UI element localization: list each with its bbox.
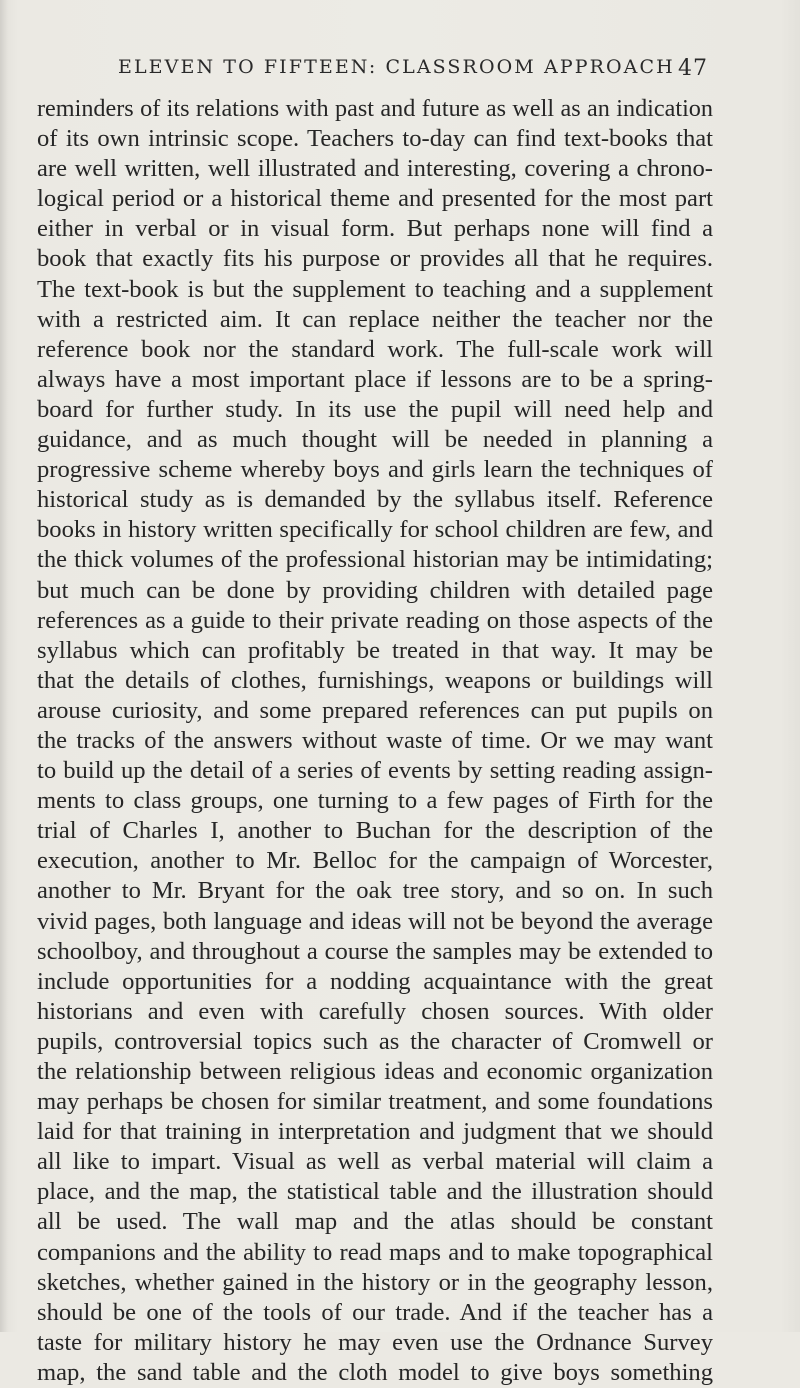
- text-line: the relationship between religious ideas and economic organization: [37, 1058, 713, 1085]
- text-line: map, the sand table and the cloth model to give boys something: [37, 1358, 713, 1386]
- text-line: but much can be done by providing children with detailed page: [37, 576, 713, 604]
- text-line: books in history written specifically for school children are few, and: [37, 516, 713, 544]
- text-line: of its own intrinsic scope. Teachers to-day can find text-books that: [37, 125, 713, 153]
- text-line: with a restricted aim. It can replace neither the teacher nor the: [37, 305, 713, 333]
- text-line: should be one of the tools of our trade. And if the teacher has a: [37, 1298, 713, 1326]
- text-line: syllabus which can profitably be treated in that way. It may be: [37, 636, 713, 664]
- text-line: historians and even with carefully chosen sources. With older: [37, 997, 713, 1025]
- text-line: are well written, well illustrated and interesting, covering a chrono-: [37, 155, 713, 183]
- text-line: historical study as is demanded by the syllabus itself. Reference: [37, 486, 713, 514]
- text-line: the thick volumes of the professional historian may be intimidating;: [37, 546, 713, 574]
- running-head: [118, 56, 708, 86]
- text-line: arouse curiosity, and some prepared references can put pupils on: [37, 696, 713, 724]
- text-line: guidance, and as much thought will be needed in planning a: [37, 426, 713, 454]
- text-line: logical period or a historical theme and presented for the most part: [37, 185, 713, 213]
- text-line: companions and the ability to read maps and to make topographical: [37, 1238, 713, 1266]
- text-line: all like to impart. Visual as well as verbal material will claim a: [37, 1148, 713, 1176]
- text-line: another to Mr. Bryant for the oak tree story, and so on. In such: [37, 877, 713, 905]
- text-line: always have a most important place if lessons are to be a spring-: [37, 365, 713, 393]
- text-line: sketches, whether gained in the history or in the geography lesson,: [37, 1268, 713, 1296]
- text-line: to build up the detail of a series of events by setting reading assign-: [37, 757, 713, 785]
- text-line: board for further study. In its use the pupil will need help and: [37, 395, 713, 423]
- text-line: progressive scheme whereby boys and girls learn the techniques of: [37, 456, 713, 484]
- page-number: 47: [678, 56, 708, 81]
- text-line: references as a guide to their private reading on those aspects of the: [37, 606, 713, 634]
- text-line: book that exactly fits his purpose or provides all that he requires.: [37, 245, 713, 273]
- text-line: ments to class groups, one turning to a few pages of Firth for the: [37, 787, 713, 815]
- text-line: vivid pages, both language and ideas will not be beyond the average: [37, 907, 713, 935]
- text-line: pupils, controversial topics such as the character of Cromwell or: [37, 1027, 713, 1055]
- text-line: laid for that training in interpretation and judgment that we should: [37, 1118, 713, 1146]
- text-line: taste for military history he may even use the Ordnance Survey: [37, 1328, 713, 1356]
- text-line: either in verbal or in visual form. But perhaps none will find a: [37, 215, 713, 243]
- text-line: all be used. The wall map and the atlas should be constant: [37, 1208, 713, 1236]
- running-head-title: ELEVEN TO FIFTEEN: CLASSROOM APPROACH: [118, 56, 675, 78]
- text-line: execution, another to Mr. Belloc for the campaign of Worcester,: [37, 847, 713, 875]
- text-line: the tracks of the answers without waste of time. Or we may want: [37, 726, 713, 754]
- text-line: that the details of clothes, furnishings, weapons or buildings will: [37, 666, 713, 694]
- text-line: may perhaps be chosen for similar treatment, and some foundations: [37, 1088, 713, 1116]
- body-text: [37, 94, 713, 1388]
- text-line: include opportunities for a nodding acquaintance with the great: [37, 967, 713, 995]
- text-line: reference book nor the standard work. The full-scale work will: [37, 335, 713, 363]
- text-line: schoolboy, and throughout a course the samples may be extended to: [37, 937, 713, 965]
- text-line: reminders of its relations with past and future as well as an indication: [37, 95, 713, 122]
- text-line: trial of Charles I, another to Buchan for the description of the: [37, 817, 713, 845]
- page-gutter-shadow: [0, 0, 8, 1332]
- text-line: place, and the map, the statistical table and the illustration should: [37, 1178, 713, 1206]
- text-line: The text-book is but the supplement to teaching and a supplement: [37, 275, 713, 303]
